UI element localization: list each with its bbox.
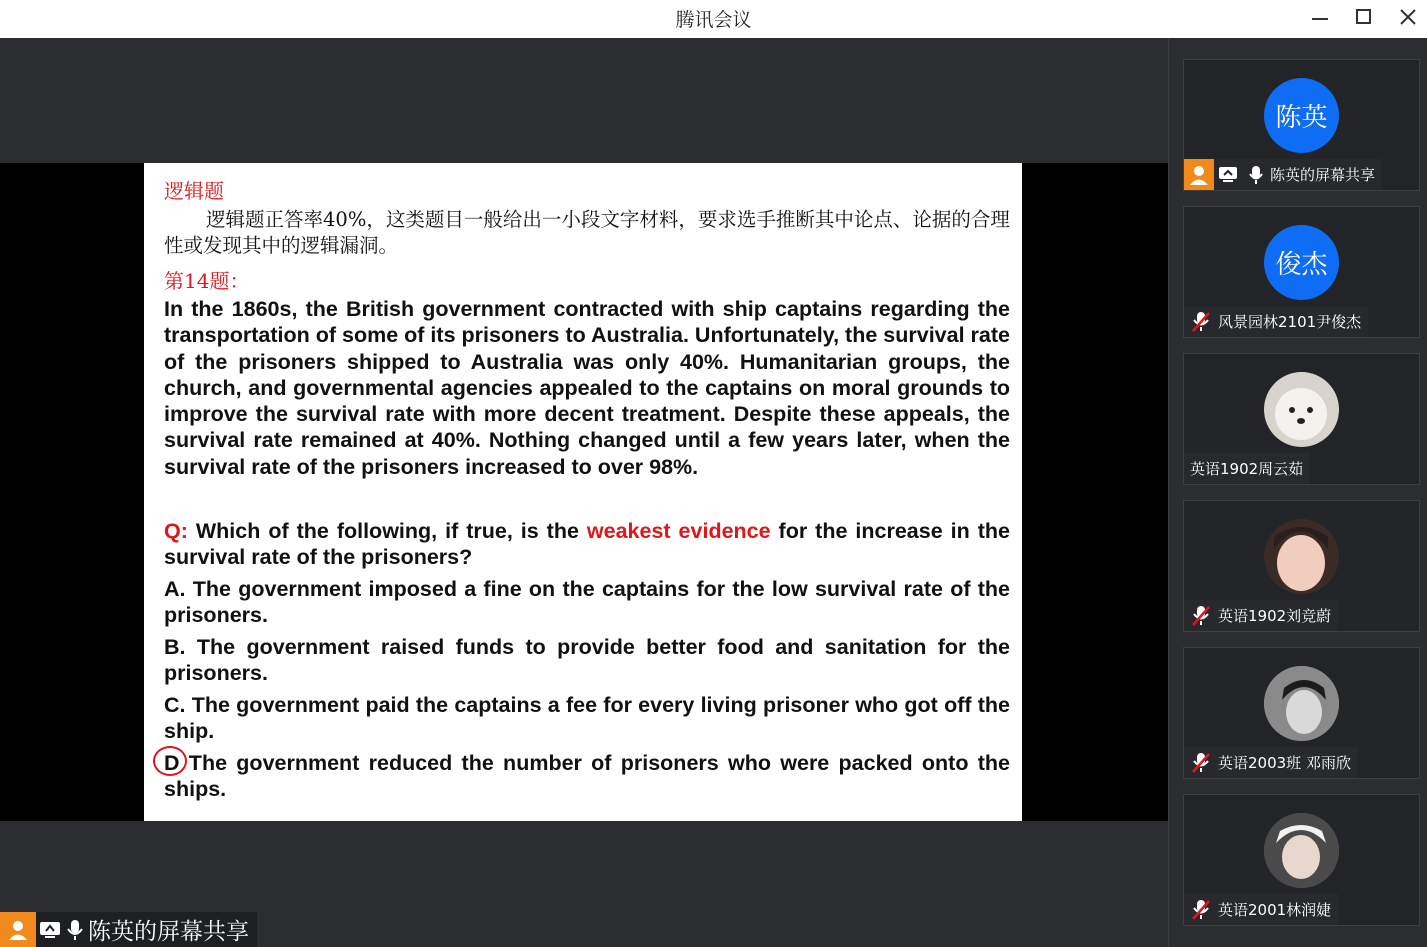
participant-tile[interactable] <box>1183 353 1420 485</box>
maximize-button[interactable] <box>1346 2 1382 32</box>
participant-name-bar <box>1184 894 1338 925</box>
title-bar <box>0 0 1427 38</box>
avatar: 俊杰 <box>1264 225 1339 300</box>
participant-name-bar <box>1184 306 1368 337</box>
question-highlight: weakest evidence <box>586 519 771 543</box>
slide-heading: 逻辑题 <box>164 179 224 203</box>
participant-name: 英语1902刘竞蔚 <box>1218 607 1332 625</box>
participant-name: 英语2001林润婕 <box>1218 901 1332 919</box>
screen-share-icon <box>36 914 64 945</box>
portrait-photo-avatar <box>1264 519 1339 594</box>
app-title: 腾讯会议 <box>675 9 752 31</box>
participant-tile[interactable] <box>1183 59 1420 191</box>
option-d-text: The government reduced the number of prisoners who were packed onto the ships. <box>164 751 1010 802</box>
slide-intro: 逻辑题正答率40%，这类题目一般给出一小段文字材料，要求选手推断其中论点、论据的合理性或发现其中的逻辑漏洞。 <box>164 208 1010 257</box>
host-icon <box>0 912 36 947</box>
microphone-muted-icon <box>1184 747 1218 778</box>
participant-name: 陈英的屏幕共享 <box>1270 166 1376 184</box>
option-d-letter: D <box>164 751 180 775</box>
participant-tile[interactable] <box>1183 794 1420 926</box>
screen-share-icon <box>1214 159 1242 190</box>
close-icon <box>1398 7 1418 27</box>
close-button[interactable] <box>1390 2 1426 32</box>
shared-screen-stage <box>0 38 1168 947</box>
option-a: A. The government imposed a fine on the captains for the low survival rate of the prisoners. <box>164 577 1010 628</box>
participant-name-bar <box>1184 453 1310 484</box>
answer-circle-annotation <box>153 746 187 776</box>
portrait-photo-avatar <box>1264 813 1339 888</box>
portrait-photo-avatar <box>1264 666 1339 741</box>
question-before: Which of the following, if true, is the <box>187 519 587 543</box>
option-c: C. The government paid the captains a fee for every living prisoner who got off the ship. <box>164 693 1010 744</box>
host-icon <box>1184 159 1214 190</box>
dog-photo-avatar <box>1264 372 1339 447</box>
microphone-icon <box>1242 159 1270 190</box>
participant-name: 英语2003班 邓雨欣 <box>1218 754 1351 772</box>
participant-name: 风景园林2101尹俊杰 <box>1218 313 1362 331</box>
avatar: 陈英 <box>1264 78 1339 153</box>
participant-name-bar <box>1184 600 1338 631</box>
option-d <box>164 750 1010 803</box>
presenter-name-bar <box>0 912 257 947</box>
question-after: for the increase in the survival rate of the prisoners? <box>164 519 1010 570</box>
option-b: B. The government raised funds to provide better food and sanitation for the prisoners. <box>164 635 1010 686</box>
participant-sidebar <box>1168 38 1427 947</box>
question-text <box>164 518 1010 571</box>
presenter-name: 陈英的屏幕共享 <box>88 919 249 945</box>
participant-name-bar <box>1184 747 1358 778</box>
participant-name: 英语1902周云茹 <box>1190 460 1304 478</box>
microphone-muted-icon <box>1184 306 1218 337</box>
question-number: 第14题： <box>164 269 250 293</box>
minimize-button[interactable] <box>1302 2 1338 32</box>
participant-tile[interactable] <box>1183 500 1420 632</box>
microphone-muted-icon <box>1184 600 1218 631</box>
participant-tile[interactable] <box>1183 206 1420 338</box>
maximize-icon <box>1354 7 1374 27</box>
microphone-muted-icon <box>1184 894 1218 925</box>
participant-name-bar <box>1184 159 1382 190</box>
participant-tile[interactable] <box>1183 647 1420 779</box>
shared-slide <box>144 163 1022 821</box>
minimize-icon <box>1310 7 1330 27</box>
microphone-icon <box>64 914 86 945</box>
passage-text: In the 1860s, the British government contracted with ship captains regarding the transportation of some of its prisoners to Australia. Unfortunately, the survival rate of the prisoners shipped to Australia was only 40%. Humanitarian groups, the church, and governmental agencies appealed to the captains on moral grounds to improve the survival rate with more decent treatment. Despite these appeals, the survival rate remained at 40%. Nothing changed until a few years later, when the survival rate of the prisoners increased to over 98%. <box>164 297 1010 479</box>
question-label: Q: <box>164 519 188 543</box>
